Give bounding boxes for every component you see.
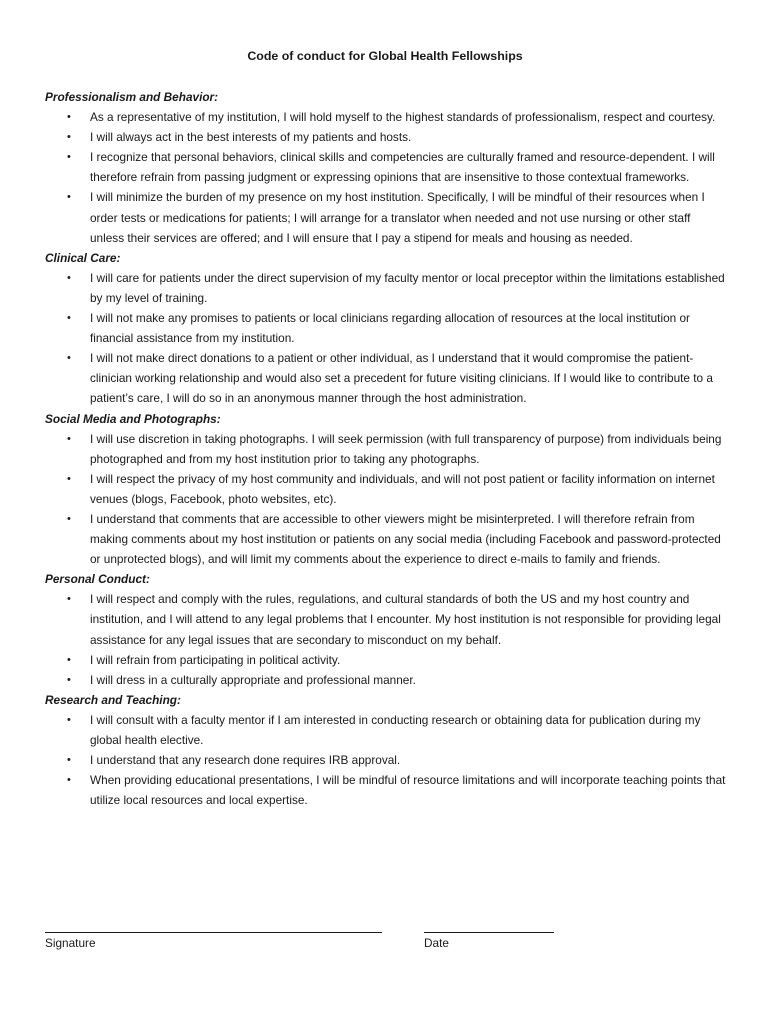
list-item [45, 469, 735, 509]
bullet-icon: • [67, 472, 71, 485]
section-heading: Social Media and Photographs: [45, 411, 221, 426]
list-item-text: I understand that any research done requires IRB approval. [90, 753, 401, 768]
list-item [45, 268, 735, 308]
date-line [424, 923, 554, 933]
section-list [45, 589, 735, 689]
section-list [45, 107, 735, 248]
list-item [45, 650, 735, 670]
section-list [45, 710, 735, 810]
list-item-text: I will not make any promises to patients or local clinicians regarding allocation of resources at the local institution or financial assistance from my institution. [90, 311, 690, 346]
bullet-icon: • [67, 312, 71, 325]
list-item-text: I will refrain from participating in political activity. [90, 652, 341, 667]
list-item [45, 710, 735, 750]
signature-line [45, 923, 382, 933]
list-item [45, 670, 735, 690]
bullet-icon: • [67, 191, 71, 204]
list-item [45, 308, 735, 348]
list-item [45, 107, 735, 127]
bullet-icon: • [67, 352, 71, 365]
list-item-text: When providing educational presentations, I will be mindful of resource limitations and will incorporate teaching points that utilize local resources and local expertise. [90, 773, 726, 808]
list-item [45, 509, 735, 569]
bullet-icon: • [67, 653, 71, 666]
section-list [45, 429, 735, 570]
list-item-text: I will not make direct donations to a patient or other individual, as I understand that it would compromise the patient-clinician working relationship and would also set a precedent for future visiting clinicians. If I would like to contribute to a patient’s care, I will do so in an anonymous manner through the host administration. [90, 351, 713, 406]
section-heading: Personal Conduct: [45, 572, 150, 587]
section-heading: Research and Teaching: [45, 692, 181, 707]
list-item [45, 589, 735, 649]
list-item [45, 770, 735, 810]
bullet-icon: • [67, 593, 71, 606]
list-item-text: I will care for patients under the direct supervision of my faculty mentor or local preceptor within the limitations established by my level of training. [90, 270, 725, 305]
signature-label: Signature [45, 936, 96, 950]
list-item-text: I will use discretion in taking photographs. I will seek permission (with full transparency of purpose) from individuals being photographed and from my host institution prior to taking any photographs. [90, 431, 722, 466]
list-item [45, 429, 735, 469]
date-label: Date [424, 936, 449, 950]
document-title: Code of conduct for Global Health Fellowships [247, 49, 523, 63]
list-item [45, 750, 735, 770]
list-item-text: As a representative of my institution, I will hold myself to the highest standards of professionalism, respect and courtesy. [90, 110, 716, 125]
list-item-text: I recognize that personal behaviors, clinical skills and competencies are culturally framed and resource-dependent. I will therefore refrain from passing judgment or expressing opinions that are insensitive to those contextual frameworks. [90, 150, 715, 185]
list-item [45, 127, 735, 147]
bullet-icon: • [67, 432, 71, 445]
bullet-icon: • [67, 512, 71, 525]
list-item [45, 187, 735, 247]
section-heading: Clinical Care: [45, 250, 121, 265]
section-heading: Professionalism and Behavior: [45, 90, 219, 104]
list-item-text: I will dress in a culturally appropriate and professional manner. [90, 672, 416, 687]
list-item-text: I understand that comments that are accessible to other viewers might be misinterpreted. I will therefore refrain from making comments about my host institution or patients on any social media (including Facebook and password-protected or unprotected blogs), and will limit my comments about the experience to direct e-mails to family and friends. [90, 511, 721, 567]
date-block [424, 923, 554, 953]
bullet-icon: • [67, 271, 71, 284]
list-item [45, 147, 735, 187]
list-item-text: I will consult with a faculty mentor if I am interested in conducting research or obtaining data for publication during my global health elective. [90, 712, 701, 747]
signature-block [45, 923, 382, 953]
bullet-icon: • [67, 673, 71, 686]
bullet-icon: • [67, 151, 71, 164]
bullet-icon: • [67, 131, 71, 144]
bullet-icon: • [67, 713, 71, 726]
list-item-text: I will respect the privacy of my host community and individuals, and will not post patient or facility information on internet venues (blogs, Facebook, photo websites, etc). [90, 471, 715, 506]
bullet-icon: • [67, 754, 71, 767]
list-item-text: I will respect and comply with the rules, regulations, and cultural standards of both the US and my host country and institution, and I will attend to any legal problems that I encounter. My host institution is not responsible for providing legal assistance for any legal issues that are secondary to misconduct on my behalf. [90, 592, 721, 647]
bullet-icon: • [67, 774, 71, 787]
list-item-text: I will minimize the burden of my presence on my host institution. Specifically, I will be mindful of their resources when I order tests or medications for patients; I will arrange for a translator when needed and not use nursing or other staff unless their services are offered; and I will ensure that I pay a stipend for meals and housing as needed. [90, 190, 705, 245]
list-item [45, 348, 735, 408]
section-list [45, 268, 735, 409]
document-body [45, 87, 735, 810]
bullet-icon: • [67, 111, 71, 124]
list-item-text: I will always act in the best interests of my patients and hosts. [90, 130, 412, 145]
